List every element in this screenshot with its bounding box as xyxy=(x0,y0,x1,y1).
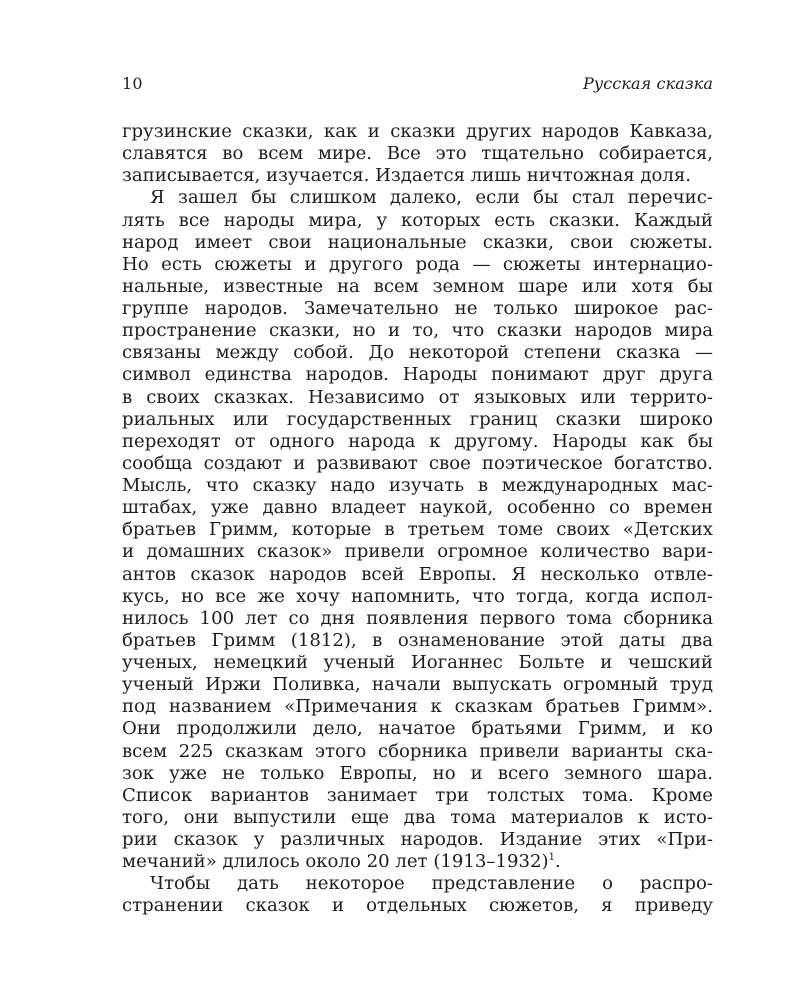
page-number: 10 xyxy=(122,74,143,93)
footnote-reference: 1 xyxy=(548,852,555,864)
text-line: братьев Гримм (1812), в ознаменование этой даты два xyxy=(122,629,713,651)
text-line: ученых, немецкий ученый Иоганнес Больте и чешский xyxy=(122,652,713,673)
text-line-with-footnote xyxy=(122,851,713,873)
text-line: антов сказок народов всей Европы. Я несколько отвле- xyxy=(122,563,713,585)
text-line: того, они выпустили еще два тома материалов к исто- xyxy=(122,806,713,828)
text-line: записывается, изучается. Издается лишь ничтожная доля. xyxy=(122,165,692,187)
text-line: братьев Гримм, которые в третьем томе своих «Детских xyxy=(122,519,713,541)
text-line: группе народов. Замечательно не только широкое рас- xyxy=(122,298,713,319)
text-line: народ имеет свои национальные сказки, свои сюжеты. xyxy=(122,231,713,253)
text-line: переходят от одного народа к другому. Народы как бы xyxy=(122,430,713,452)
text-line: нальные, известные на всем земном шаре или хотя бы xyxy=(122,275,713,297)
text-line: штабах, уже давно владеет наукой, особенно со времен xyxy=(122,497,713,519)
text-line: сообща создают и развивают свое поэтическое богатство. xyxy=(122,452,713,474)
text-line: ученый Иржи Поливка, начали выпускать огромный труд xyxy=(122,674,713,696)
body-text xyxy=(122,121,713,918)
text-line: славятся во всем мире. Все это тщательно собирается, xyxy=(122,143,713,165)
text-line: символ единства народов. Народы понимают друг друга xyxy=(122,364,713,386)
period: . xyxy=(554,851,561,873)
text-line-content: мечаний» длилось около 20 лет (1913–1932) xyxy=(122,851,549,873)
text-line: зок уже не только Европы, но и всего земного шара. xyxy=(122,762,713,784)
text-line: рии сказок у различных народов. Издание этих «При- xyxy=(122,829,713,850)
text-line: всем 225 сказкам этого сборника привели варианты ска- xyxy=(122,740,713,762)
text-line: кусь, но все же хочу напомнить, что тогда, когда испол- xyxy=(122,585,713,607)
text-line: нилось 100 лет со дня появления первого тома сборника xyxy=(122,607,713,629)
text-line: и домашних сказок» привели огромное количество вари- xyxy=(122,541,713,563)
text-line: в своих сказках. Независимо от языковых или террито- xyxy=(122,386,713,408)
text-line: лять все народы мира, у которых есть сказки. Каждый xyxy=(122,209,713,231)
text-line: Но есть сюжеты и другого рода — сюжеты интернацио- xyxy=(122,253,713,275)
text-line: Они продолжили дело, начатое братьями Гримм, и ко xyxy=(122,718,713,740)
page-header xyxy=(122,74,713,98)
text-line: Список вариантов занимает три толстых тома. Кроме xyxy=(122,784,713,806)
text-line: риальных или государственных границ сказки широко xyxy=(122,408,713,430)
text-line: Чтобы дать некоторое представление о распро- xyxy=(150,873,713,895)
text-line: грузинские сказки, как и сказки других народов Кавказа, xyxy=(122,121,713,142)
text-line: Я зашел бы слишком далеко, если бы стал перечис- xyxy=(150,187,713,209)
text-line: Мысль, что сказку надо изучать в международных мас- xyxy=(122,475,713,496)
running-title: Русская сказка xyxy=(582,74,713,93)
text-line: пространение сказки, но и то, что сказки народов мира xyxy=(122,320,713,342)
text-line: под названием «Примечания к сказкам братьев Гримм». xyxy=(122,696,713,718)
text-line: связаны между собой. До некоторой степени сказка — xyxy=(122,342,713,364)
text-line: странении сказок и отдельных сюжетов, я приведу xyxy=(122,895,713,917)
